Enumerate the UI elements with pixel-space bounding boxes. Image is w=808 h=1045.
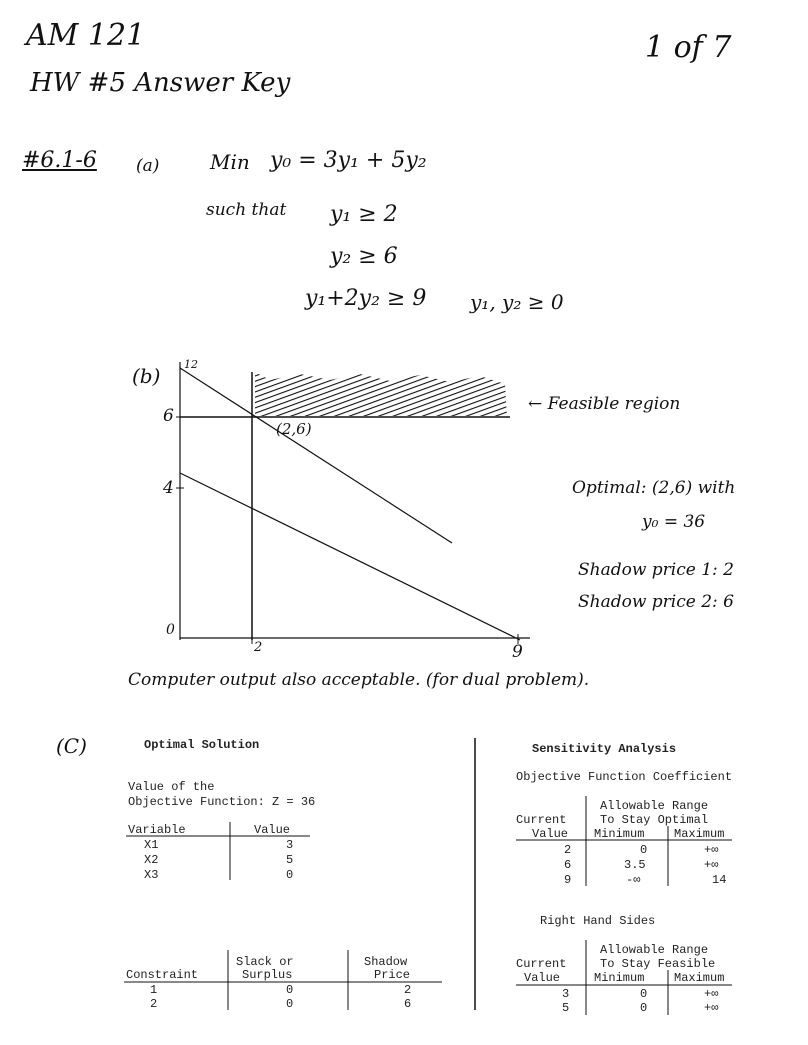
constraint-id: 2 <box>150 997 158 1011</box>
objective-value-line1: Value of the <box>128 780 215 794</box>
rhs-current-header: Current <box>516 957 567 971</box>
constraint-slack: 0 <box>286 997 294 1011</box>
rhs-value-header: Value <box>524 971 561 985</box>
variable-name: X2 <box>144 853 159 867</box>
optimal-solution-title: Optimal Solution <box>144 738 260 752</box>
rhs-maximum-header: Maximum <box>674 971 725 985</box>
part-b-label: (b) <box>132 364 161 388</box>
obj-min: -∞ <box>626 873 641 887</box>
slack-header-1: Slack or <box>236 955 294 969</box>
variable-header: Variable <box>128 823 186 837</box>
rhs-min: 0 <box>640 987 648 1001</box>
constraint-header: Constraint <box>126 968 199 982</box>
tick-label-6: 6 <box>163 406 174 426</box>
rhs-title: Right Hand Sides <box>540 914 656 928</box>
page-number: 1 of 7 <box>645 30 732 65</box>
obj-current: 2 <box>564 843 572 857</box>
tick-label-origin: 0 <box>166 622 175 638</box>
homework-title: HW #5 Answer Key <box>30 68 291 98</box>
tick-label-x9: 9 <box>512 642 523 662</box>
variable-value: 0 <box>286 868 294 882</box>
shadow-header-2: Price <box>374 968 411 982</box>
tick-label-x2: 2 <box>254 640 263 655</box>
computer-output-note: Computer output also acceptable. (for dual problem). <box>128 670 590 690</box>
constraint-price: 2 <box>404 983 412 997</box>
rhs-max: +∞ <box>704 987 719 1001</box>
rhs-min: 0 <box>640 1001 648 1015</box>
course-title: AM 121 <box>26 18 146 53</box>
stay-feasible-header: To Stay Feasible <box>600 957 716 971</box>
obj-coef-title: Objective Function Coefficient <box>516 770 733 784</box>
obj-current: 6 <box>564 858 572 872</box>
optimal-text: Optimal: (2,6) with <box>572 478 736 498</box>
constraint-2: y₂ ≥ 6 <box>330 244 398 269</box>
value-header-obj: Value <box>532 827 569 841</box>
rhs-minimum-header: Minimum <box>594 971 645 985</box>
current-header: Current <box>516 813 567 827</box>
optimal-value: y₀ = 36 <box>642 512 706 532</box>
tick-label-4: 4 <box>163 478 174 498</box>
value-header: Value <box>254 823 291 837</box>
constraint-1: y₁ ≥ 2 <box>330 202 398 227</box>
part-a-label: (a) <box>136 156 160 176</box>
optimal-point-label: (2,6) <box>276 420 312 438</box>
objective-value-line2: Objective Function: Z = 36 <box>128 795 316 809</box>
sensitivity-title: Sensitivity Analysis <box>532 742 677 756</box>
obj-max: +∞ <box>704 858 719 872</box>
obj-min: 3.5 <box>624 858 646 872</box>
problem-number: #6.1-6 <box>22 148 97 173</box>
obj-max: 14 <box>712 873 727 887</box>
slack-header-2: Surplus <box>242 968 293 982</box>
rhs-allowable-header: Allowable Range <box>600 943 709 957</box>
variable-name: X3 <box>144 868 159 882</box>
allowable-range-header: Allowable Range <box>600 799 709 813</box>
obj-current: 9 <box>564 873 572 887</box>
stay-optimal-header: To Stay Optimal <box>600 813 709 827</box>
shadow-header-1: Shadow <box>364 955 408 969</box>
obj-min: 0 <box>640 843 648 857</box>
constraint-price: 6 <box>404 997 412 1011</box>
tick-label-12: 12 <box>184 358 198 371</box>
minimum-header: Minimum <box>594 827 645 841</box>
rhs-max: +∞ <box>704 1001 719 1015</box>
shadow-price-1: Shadow price 1: 2 <box>578 560 734 580</box>
rhs-current: 3 <box>562 987 570 1001</box>
variable-name: X1 <box>144 838 159 852</box>
constraint-slack: 0 <box>286 983 294 997</box>
variable-value: 3 <box>286 838 294 852</box>
part-c-label: (C) <box>56 734 87 758</box>
variable-value: 5 <box>286 853 294 867</box>
nonnegativity-constraint: y₁, y₂ ≥ 0 <box>470 290 564 314</box>
such-that-label: such that <box>206 200 287 220</box>
constraint-id: 1 <box>150 983 158 997</box>
objective-prefix: Min <box>210 150 250 174</box>
feasible-region-label: ← Feasible region <box>528 394 681 414</box>
constraint-3: y₁+2y₂ ≥ 9 <box>305 286 427 311</box>
rhs-current: 5 <box>562 1001 570 1015</box>
objective-function: y₀ = 3y₁ + 5y₂ <box>270 148 427 173</box>
shadow-price-2: Shadow price 2: 6 <box>578 592 734 612</box>
obj-max: +∞ <box>704 843 719 857</box>
maximum-header: Maximum <box>674 827 725 841</box>
